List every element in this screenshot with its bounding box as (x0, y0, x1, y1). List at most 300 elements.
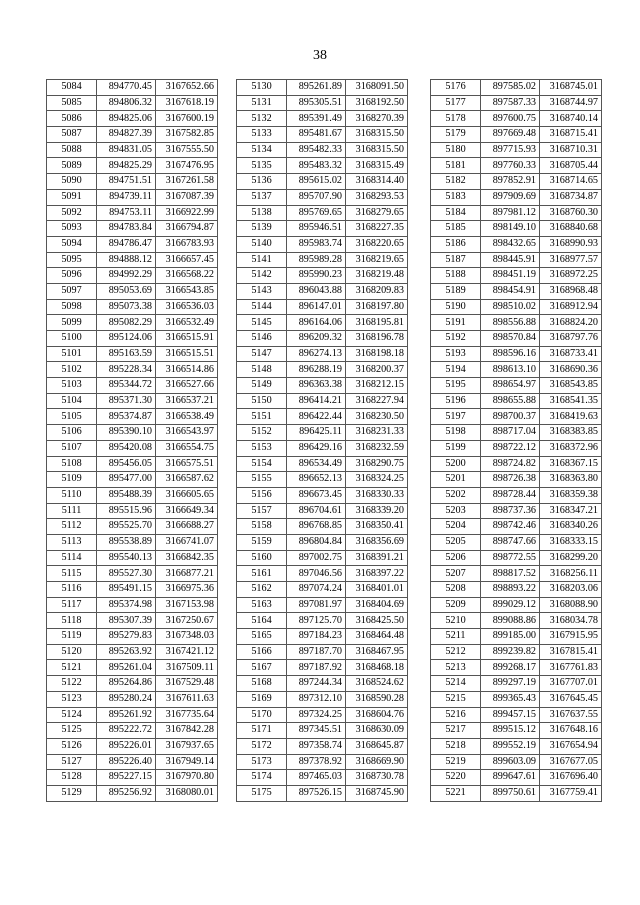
point-number-cell: 5085 (47, 95, 97, 111)
table-row (431, 362, 602, 378)
point-number-cell: 5200 (431, 456, 481, 472)
point-number-cell: 5132 (237, 111, 287, 127)
x-coordinate-cell: 899297.19 (481, 676, 540, 692)
table-row (431, 80, 602, 96)
y-coordinate-cell: 3167611.63 (156, 691, 218, 707)
point-number-cell: 5199 (431, 440, 481, 456)
x-coordinate-cell: 897184.23 (287, 629, 346, 645)
y-coordinate-cell: 3168604.76 (346, 707, 408, 723)
x-coordinate-cell: 897760.33 (481, 158, 540, 174)
table-row (431, 283, 602, 299)
table-row (431, 95, 602, 111)
x-coordinate-cell: 897378.92 (287, 754, 346, 770)
y-coordinate-cell: 3168464.48 (346, 629, 408, 645)
x-coordinate-cell: 898722.12 (481, 440, 540, 456)
table-row (431, 785, 602, 801)
x-coordinate-cell: 894753.11 (97, 205, 156, 221)
table-row (47, 660, 218, 676)
table-row (237, 378, 408, 394)
point-number-cell: 5121 (47, 660, 97, 676)
table-row (431, 142, 602, 158)
table-row (431, 378, 602, 394)
y-coordinate-cell: 3168367.15 (540, 456, 602, 472)
y-coordinate-cell: 3168524.62 (346, 676, 408, 692)
x-coordinate-cell: 897081.97 (287, 597, 346, 613)
y-coordinate-cell: 3167509.11 (156, 660, 218, 676)
y-coordinate-cell: 3168219.48 (346, 268, 408, 284)
table-row (47, 785, 218, 801)
x-coordinate-cell: 894825.29 (97, 158, 156, 174)
point-number-cell: 5179 (431, 127, 481, 143)
x-coordinate-cell: 897312.10 (287, 691, 346, 707)
point-number-cell: 5119 (47, 629, 97, 645)
point-number-cell: 5148 (237, 362, 287, 378)
x-coordinate-cell: 895525.70 (97, 519, 156, 535)
point-number-cell: 5122 (47, 676, 97, 692)
coordinate-table-3 (430, 79, 602, 802)
y-coordinate-cell: 3166514.86 (156, 362, 218, 378)
table-row (47, 127, 218, 143)
table-row (47, 676, 218, 692)
y-coordinate-cell: 3167696.40 (540, 770, 602, 786)
y-coordinate-cell: 3166649.34 (156, 503, 218, 519)
x-coordinate-cell: 899239.82 (481, 644, 540, 660)
x-coordinate-cell: 894825.06 (97, 111, 156, 127)
x-coordinate-cell: 895983.74 (287, 236, 346, 252)
x-coordinate-cell: 898893.22 (481, 582, 540, 598)
x-coordinate-cell: 895261.92 (97, 707, 156, 723)
point-number-cell: 5124 (47, 707, 97, 723)
table-row (47, 315, 218, 331)
table-row (237, 503, 408, 519)
table-row (237, 754, 408, 770)
y-coordinate-cell: 3166794.87 (156, 221, 218, 237)
y-coordinate-cell: 3167915.95 (540, 629, 602, 645)
y-coordinate-cell: 3168383.85 (540, 425, 602, 441)
point-number-cell: 5107 (47, 440, 97, 456)
table-row (237, 425, 408, 441)
point-number-cell: 5150 (237, 393, 287, 409)
table-row (47, 519, 218, 535)
point-number-cell: 5106 (47, 425, 97, 441)
point-number-cell: 5146 (237, 331, 287, 347)
table-row (237, 142, 408, 158)
y-coordinate-cell: 3168314.40 (346, 174, 408, 190)
table-row (237, 456, 408, 472)
point-number-cell: 5153 (237, 440, 287, 456)
x-coordinate-cell: 897244.34 (287, 676, 346, 692)
point-number-cell: 5162 (237, 582, 287, 598)
y-coordinate-cell: 3168232.59 (346, 440, 408, 456)
table-row (47, 425, 218, 441)
table-row (47, 362, 218, 378)
x-coordinate-cell: 895538.89 (97, 534, 156, 550)
point-number-cell: 5178 (431, 111, 481, 127)
x-coordinate-cell: 896768.85 (287, 519, 346, 535)
point-number-cell: 5190 (431, 299, 481, 315)
x-coordinate-cell: 898742.46 (481, 519, 540, 535)
x-coordinate-cell: 895082.29 (97, 315, 156, 331)
table-row (237, 785, 408, 801)
y-coordinate-cell: 3166975.36 (156, 582, 218, 598)
table-row (47, 723, 218, 739)
y-coordinate-cell: 3167087.39 (156, 189, 218, 205)
y-coordinate-cell: 3168315.50 (346, 127, 408, 143)
y-coordinate-cell: 3168330.33 (346, 487, 408, 503)
point-number-cell: 5198 (431, 425, 481, 441)
y-coordinate-cell: 3168350.41 (346, 519, 408, 535)
table-row (237, 236, 408, 252)
table-row (237, 393, 408, 409)
point-number-cell: 5110 (47, 487, 97, 503)
point-number-cell: 5139 (237, 221, 287, 237)
table-row (237, 95, 408, 111)
x-coordinate-cell: 898454.91 (481, 283, 540, 299)
x-coordinate-cell: 896288.19 (287, 362, 346, 378)
y-coordinate-cell: 3166575.51 (156, 456, 218, 472)
table-row (47, 566, 218, 582)
table-row (431, 582, 602, 598)
y-coordinate-cell: 3168197.80 (346, 299, 408, 315)
x-coordinate-cell: 897125.70 (287, 613, 346, 629)
point-number-cell: 5103 (47, 378, 97, 394)
table-row (237, 582, 408, 598)
x-coordinate-cell: 895256.92 (97, 785, 156, 801)
x-coordinate-cell: 898556.88 (481, 315, 540, 331)
x-coordinate-cell: 895226.40 (97, 754, 156, 770)
y-coordinate-cell: 3168740.14 (540, 111, 602, 127)
x-coordinate-cell: 897358.74 (287, 738, 346, 754)
y-coordinate-cell: 3168227.94 (346, 393, 408, 409)
x-coordinate-cell: 897324.25 (287, 707, 346, 723)
point-number-cell: 5108 (47, 456, 97, 472)
table-row (431, 566, 602, 582)
point-number-cell: 5181 (431, 158, 481, 174)
point-number-cell: 5217 (431, 723, 481, 739)
x-coordinate-cell: 898717.04 (481, 425, 540, 441)
table-row (431, 252, 602, 268)
table-row (237, 723, 408, 739)
table-row (47, 299, 218, 315)
point-number-cell: 5087 (47, 127, 97, 143)
y-coordinate-cell: 3168391.21 (346, 550, 408, 566)
point-number-cell: 5182 (431, 174, 481, 190)
y-coordinate-cell: 3168990.93 (540, 236, 602, 252)
y-coordinate-cell: 3167842.28 (156, 723, 218, 739)
table-row (237, 440, 408, 456)
x-coordinate-cell: 894831.05 (97, 142, 156, 158)
point-number-cell: 5213 (431, 660, 481, 676)
x-coordinate-cell: 899365.43 (481, 691, 540, 707)
y-coordinate-cell: 3168745.01 (540, 80, 602, 96)
point-number-cell: 5134 (237, 142, 287, 158)
y-coordinate-cell: 3167970.80 (156, 770, 218, 786)
table-row (431, 738, 602, 754)
y-coordinate-cell: 3166538.49 (156, 409, 218, 425)
table-row (431, 315, 602, 331)
point-number-cell: 5164 (237, 613, 287, 629)
point-number-cell: 5115 (47, 566, 97, 582)
table-row (237, 127, 408, 143)
point-number-cell: 5184 (431, 205, 481, 221)
x-coordinate-cell: 896534.49 (287, 456, 346, 472)
y-coordinate-cell: 3167261.58 (156, 174, 218, 190)
x-coordinate-cell: 898596.16 (481, 346, 540, 362)
y-coordinate-cell: 3168315.50 (346, 142, 408, 158)
table-row (47, 644, 218, 660)
point-number-cell: 5152 (237, 425, 287, 441)
table-row (431, 660, 602, 676)
x-coordinate-cell: 895477.00 (97, 472, 156, 488)
y-coordinate-cell: 3167600.19 (156, 111, 218, 127)
table-row (431, 111, 602, 127)
point-number-cell: 5111 (47, 503, 97, 519)
table-row (431, 550, 602, 566)
y-coordinate-cell: 3168091.50 (346, 80, 408, 96)
table-row (237, 111, 408, 127)
point-number-cell: 5142 (237, 268, 287, 284)
x-coordinate-cell: 897585.02 (481, 80, 540, 96)
table-row (431, 189, 602, 205)
point-number-cell: 5090 (47, 174, 97, 190)
x-coordinate-cell: 895989.28 (287, 252, 346, 268)
point-number-cell: 5096 (47, 268, 97, 284)
x-coordinate-cell: 897669.48 (481, 127, 540, 143)
x-coordinate-cell: 897187.92 (287, 660, 346, 676)
y-coordinate-cell: 3168715.41 (540, 127, 602, 143)
x-coordinate-cell: 895305.51 (287, 95, 346, 111)
x-coordinate-cell: 896652.13 (287, 472, 346, 488)
x-coordinate-cell: 897981.12 (481, 205, 540, 221)
point-number-cell: 5212 (431, 644, 481, 660)
x-coordinate-cell: 899029.12 (481, 597, 540, 613)
y-coordinate-cell: 3168333.15 (540, 534, 602, 550)
x-coordinate-cell: 898700.37 (481, 409, 540, 425)
table-row (237, 362, 408, 378)
y-coordinate-cell: 3168590.28 (346, 691, 408, 707)
x-coordinate-cell: 898726.38 (481, 472, 540, 488)
x-coordinate-cell: 895615.02 (287, 174, 346, 190)
table-row (237, 158, 408, 174)
point-number-cell: 5208 (431, 582, 481, 598)
x-coordinate-cell: 897345.51 (287, 723, 346, 739)
table-row (431, 723, 602, 739)
point-number-cell: 5145 (237, 315, 287, 331)
table-row (431, 393, 602, 409)
y-coordinate-cell: 3168324.25 (346, 472, 408, 488)
point-number-cell: 5189 (431, 283, 481, 299)
point-number-cell: 5175 (237, 785, 287, 801)
table-row (47, 707, 218, 723)
y-coordinate-cell: 3168543.85 (540, 378, 602, 394)
table-row (47, 283, 218, 299)
x-coordinate-cell: 895990.23 (287, 268, 346, 284)
point-number-cell: 5173 (237, 754, 287, 770)
point-number-cell: 5138 (237, 205, 287, 221)
y-coordinate-cell: 3168705.44 (540, 158, 602, 174)
y-coordinate-cell: 3168760.30 (540, 205, 602, 221)
table-row (431, 691, 602, 707)
y-coordinate-cell: 3168840.68 (540, 221, 602, 237)
y-coordinate-cell: 3166877.21 (156, 566, 218, 582)
y-coordinate-cell: 3168200.37 (346, 362, 408, 378)
x-coordinate-cell: 895515.96 (97, 503, 156, 519)
point-number-cell: 5091 (47, 189, 97, 205)
table-row (431, 127, 602, 143)
y-coordinate-cell: 3166527.66 (156, 378, 218, 394)
point-number-cell: 5158 (237, 519, 287, 535)
x-coordinate-cell: 898737.36 (481, 503, 540, 519)
x-coordinate-cell: 898149.10 (481, 221, 540, 237)
y-coordinate-cell: 3168968.48 (540, 283, 602, 299)
point-number-cell: 5140 (237, 236, 287, 252)
table-row (237, 221, 408, 237)
x-coordinate-cell: 898510.02 (481, 299, 540, 315)
x-coordinate-cell: 895488.39 (97, 487, 156, 503)
point-number-cell: 5131 (237, 95, 287, 111)
y-coordinate-cell: 3168690.36 (540, 362, 602, 378)
x-coordinate-cell: 895263.92 (97, 644, 156, 660)
point-number-cell: 5086 (47, 111, 97, 127)
y-coordinate-cell: 3168425.50 (346, 613, 408, 629)
x-coordinate-cell: 899750.61 (481, 785, 540, 801)
y-coordinate-cell: 3166605.65 (156, 487, 218, 503)
table-row (237, 597, 408, 613)
point-number-cell: 5130 (237, 80, 287, 96)
y-coordinate-cell: 3167735.64 (156, 707, 218, 723)
x-coordinate-cell: 895707.90 (287, 189, 346, 205)
y-coordinate-cell: 3168733.41 (540, 346, 602, 362)
table-row (47, 691, 218, 707)
x-coordinate-cell: 896425.11 (287, 425, 346, 441)
table-row (237, 550, 408, 566)
table-row (47, 534, 218, 550)
y-coordinate-cell: 3167555.50 (156, 142, 218, 158)
x-coordinate-cell: 895344.72 (97, 378, 156, 394)
point-number-cell: 5156 (237, 487, 287, 503)
table-row (431, 331, 602, 347)
y-coordinate-cell: 3168401.01 (346, 582, 408, 598)
y-coordinate-cell: 3168630.09 (346, 723, 408, 739)
x-coordinate-cell: 897074.24 (287, 582, 346, 598)
y-coordinate-cell: 3168972.25 (540, 268, 602, 284)
y-coordinate-cell: 3166515.51 (156, 346, 218, 362)
y-coordinate-cell: 3166537.21 (156, 393, 218, 409)
y-coordinate-cell: 3168270.39 (346, 111, 408, 127)
table-row (47, 738, 218, 754)
table-row (237, 738, 408, 754)
x-coordinate-cell: 899647.61 (481, 770, 540, 786)
table-row (47, 221, 218, 237)
x-coordinate-cell: 896209.32 (287, 331, 346, 347)
y-coordinate-cell: 3168745.90 (346, 785, 408, 801)
point-number-cell: 5123 (47, 691, 97, 707)
x-coordinate-cell: 895946.51 (287, 221, 346, 237)
table-row (431, 629, 602, 645)
table-row (47, 629, 218, 645)
point-number-cell: 5170 (237, 707, 287, 723)
y-coordinate-cell: 3166536.03 (156, 299, 218, 315)
x-coordinate-cell: 898613.10 (481, 362, 540, 378)
x-coordinate-cell: 896673.45 (287, 487, 346, 503)
x-coordinate-cell: 895374.87 (97, 409, 156, 425)
point-number-cell: 5114 (47, 550, 97, 566)
table-row (431, 534, 602, 550)
x-coordinate-cell: 895483.32 (287, 158, 346, 174)
y-coordinate-cell: 3167421.12 (156, 644, 218, 660)
x-coordinate-cell: 896422.44 (287, 409, 346, 425)
x-coordinate-cell: 895279.83 (97, 629, 156, 645)
table-row (237, 472, 408, 488)
point-number-cell: 5215 (431, 691, 481, 707)
point-number-cell: 5195 (431, 378, 481, 394)
y-coordinate-cell: 3168209.83 (346, 283, 408, 299)
y-coordinate-cell: 3167759.41 (540, 785, 602, 801)
table-row (47, 472, 218, 488)
y-coordinate-cell: 3168203.06 (540, 582, 602, 598)
x-coordinate-cell: 896804.84 (287, 534, 346, 550)
x-coordinate-cell: 897002.75 (287, 550, 346, 566)
y-coordinate-cell: 3168912.94 (540, 299, 602, 315)
y-coordinate-cell: 3168220.65 (346, 236, 408, 252)
x-coordinate-cell: 898724.82 (481, 456, 540, 472)
x-coordinate-cell: 899515.12 (481, 723, 540, 739)
table-row (47, 440, 218, 456)
table-row (431, 409, 602, 425)
table-row (431, 174, 602, 190)
table-row (237, 252, 408, 268)
x-coordinate-cell: 897187.70 (287, 644, 346, 660)
point-number-cell: 5094 (47, 236, 97, 252)
x-coordinate-cell: 897465.03 (287, 770, 346, 786)
y-coordinate-cell: 3168279.65 (346, 205, 408, 221)
point-number-cell: 5151 (237, 409, 287, 425)
x-coordinate-cell: 895124.06 (97, 331, 156, 347)
x-coordinate-cell: 898655.88 (481, 393, 540, 409)
x-coordinate-cell: 895420.08 (97, 440, 156, 456)
table-row (431, 440, 602, 456)
table-row (47, 174, 218, 190)
y-coordinate-cell: 3168080.01 (156, 785, 218, 801)
table-row (431, 770, 602, 786)
x-coordinate-cell: 896147.01 (287, 299, 346, 315)
table-row (237, 487, 408, 503)
point-number-cell: 5203 (431, 503, 481, 519)
table-row (237, 566, 408, 582)
table-row (47, 95, 218, 111)
table-row (237, 707, 408, 723)
x-coordinate-cell: 895053.69 (97, 283, 156, 299)
point-number-cell: 5147 (237, 346, 287, 362)
y-coordinate-cell: 3168645.87 (346, 738, 408, 754)
x-coordinate-cell: 897715.93 (481, 142, 540, 158)
table-row (237, 691, 408, 707)
point-number-cell: 5098 (47, 299, 97, 315)
x-coordinate-cell: 895769.65 (287, 205, 346, 221)
point-number-cell: 5136 (237, 174, 287, 190)
y-coordinate-cell: 3168824.20 (540, 315, 602, 331)
y-coordinate-cell: 3168315.49 (346, 158, 408, 174)
point-number-cell: 5188 (431, 268, 481, 284)
y-coordinate-cell: 3168088.90 (540, 597, 602, 613)
point-number-cell: 5089 (47, 158, 97, 174)
table-row (47, 754, 218, 770)
point-number-cell: 5127 (47, 754, 97, 770)
y-coordinate-cell: 3166688.27 (156, 519, 218, 535)
table-row (237, 534, 408, 550)
y-coordinate-cell: 3168404.69 (346, 597, 408, 613)
x-coordinate-cell: 895280.24 (97, 691, 156, 707)
